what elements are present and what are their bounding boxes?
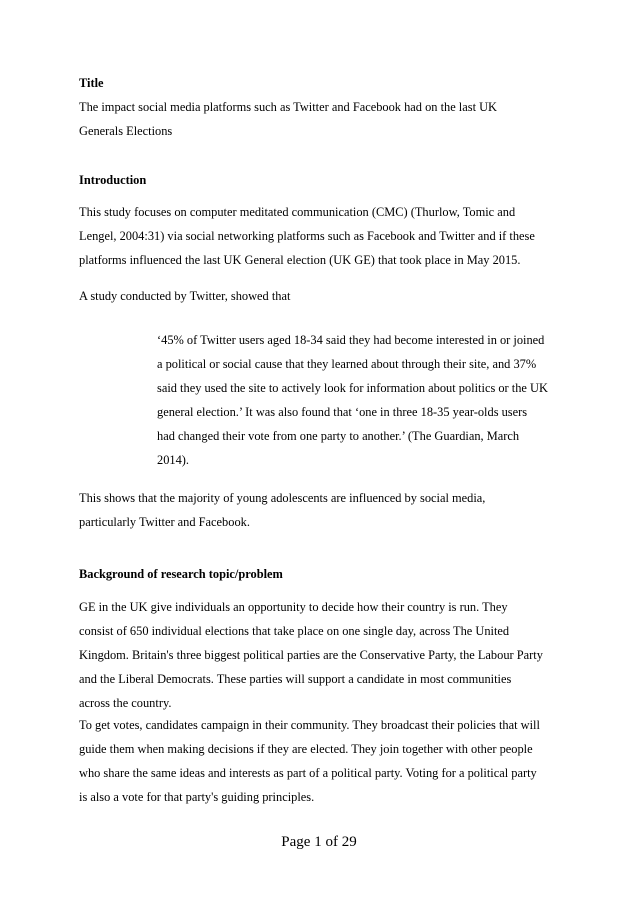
paragraph-line: To get votes, candidates campaign in their community. They broadcast their policies that will [79,718,540,732]
quote-line: general election.’ It was also found that ‘one in three 18-35 year-olds users [157,405,528,419]
votes-paragraph [79,713,540,809]
paragraph-line: platforms influenced the last UK General election (UK GE) that took place in May 2015. [79,253,521,267]
block-quote [157,328,548,472]
paragraph-line: and the Liberal Democrats. These parties will support a candidate in most communities [79,672,512,686]
paragraph-line: consist of 650 individual elections that take place on one single day, across The United [79,624,510,638]
quote-line: ‘45% of Twitter users aged 18-34 said they had become interested in or joined [157,333,545,347]
paragraph-line: Lengel, 2004:31) via social networking platforms such as Facebook and Twitter and if these [79,229,535,243]
shows-paragraph [79,486,485,534]
paragraph-line: particularly Twitter and Facebook. [79,515,250,529]
title-heading: Title [79,76,104,90]
paragraph-line: who share the same ideas and interests as part of a political party. Voting for a political party [79,766,537,780]
quote-line: had changed their vote from one party to another.’ (The Guardian, March [157,429,520,443]
quote-line: said they used the site to actively look for information about politics or the UK [157,381,548,395]
title-line: The impact social media platforms such as Twitter and Facebook had on the last UK [79,100,498,114]
paragraph-line: This study focuses on computer meditated communication (CMC) (Thurlow, Tomic and [79,205,516,219]
paragraph-line: This shows that the majority of young adolescents are influenced by social media, [79,491,486,505]
paragraph-line: GE in the UK give individuals an opportunity to decide how their country is run. They [79,600,508,614]
title-text [79,95,497,143]
study-line: A study conducted by Twitter, showed that [79,289,291,303]
paragraph-line: is also a vote for that party's guiding principles. [79,790,315,804]
page-number-footer: Page 1 of 29 [281,834,357,850]
introduction-heading: Introduction [79,173,147,187]
quote-line: 2014). [157,453,190,467]
ge-paragraph [79,595,543,715]
paragraph-line: guide them when making decisions if they are elected. They join together with other people [79,742,533,756]
background-heading: Background of research topic/problem [79,567,283,581]
paragraph-line: across the country. [79,696,172,710]
paragraph-line: Kingdom. Britain's three biggest political parties are the Conservative Party, the Labour Party [79,648,543,662]
title-line: Generals Elections [79,124,173,138]
quote-line: a political or social cause that they learned about through their site, and 37% [157,357,537,371]
intro-paragraph [79,200,535,272]
